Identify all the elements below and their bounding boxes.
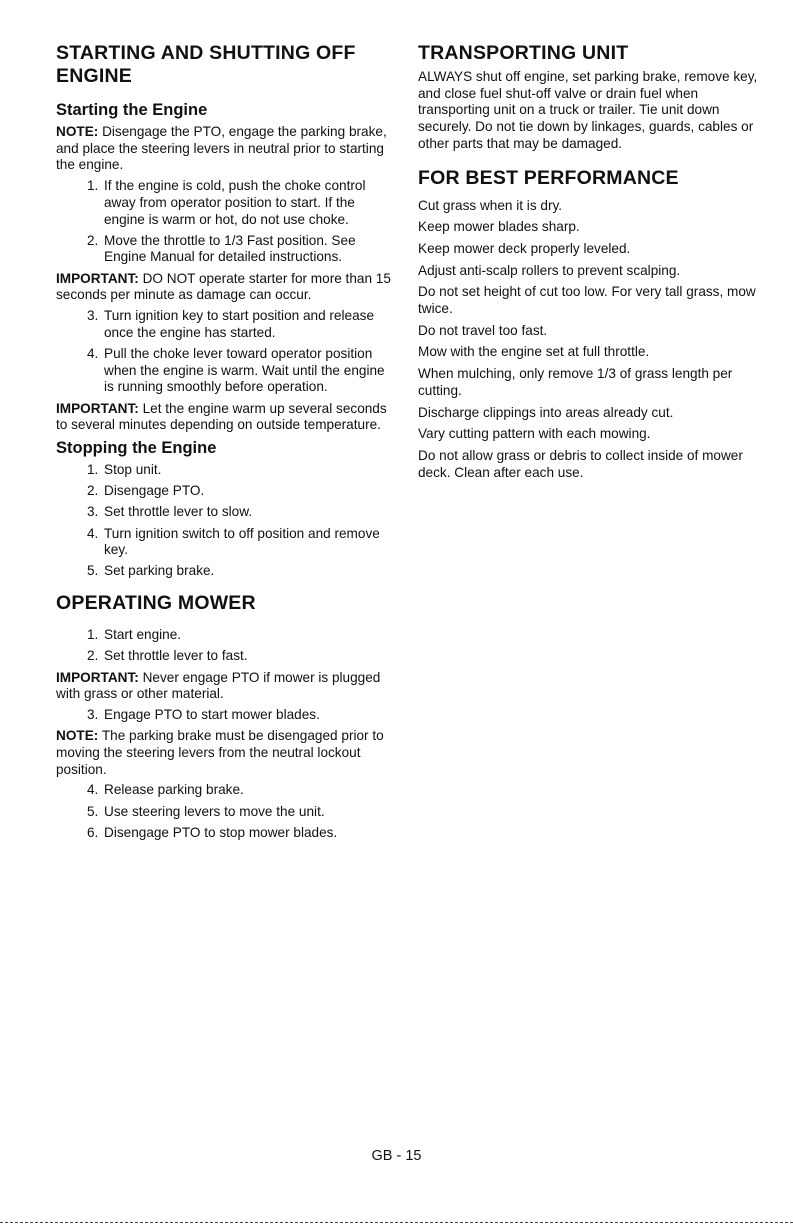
step-number: 5. xyxy=(87,803,99,819)
list-item xyxy=(56,346,396,396)
step-text: Stop unit. xyxy=(104,461,162,477)
tip-item: Do not travel too fast. xyxy=(418,322,548,338)
bottom-rule xyxy=(0,1222,793,1223)
tip-item: Vary cutting pattern with each mowing. xyxy=(418,426,651,442)
important-text: DO NOT operate starter for more than 15 seconds per minute as damage can occur. xyxy=(56,270,391,303)
tip-item: When mulching, only remove 1/3 of grass length per cutting. xyxy=(418,366,733,398)
tip-item: Keep mower deck properly leveled. xyxy=(418,240,631,256)
page-number: GB - 15 xyxy=(371,1148,422,1164)
note-text: The parking brake must be disengaged prior to moving the steering levers from the neutral lockout position. xyxy=(56,728,384,777)
step-text: Disengage PTO to stop mower blades. xyxy=(104,824,338,840)
op-steps-list-b xyxy=(56,707,396,724)
important-label: IMPORTANT: xyxy=(56,270,139,286)
step-text: Release parking brake. xyxy=(104,782,244,798)
tip-item: Do not allow grass or debris to collect inside of mower deck. Clean after each use. xyxy=(418,447,743,480)
list-item xyxy=(56,563,396,580)
step-number: 3. xyxy=(87,504,99,520)
tip-item: Keep mower blades sharp. xyxy=(418,219,580,235)
list-item xyxy=(56,627,396,644)
stopping-engine-heading: Stopping the Engine xyxy=(56,438,217,457)
note-label: NOTE: xyxy=(56,124,99,139)
step-number: 2. xyxy=(87,232,99,248)
list-item xyxy=(56,804,396,821)
tip-item: Do not set height of cut too low. For very tall grass, mow twice. xyxy=(418,284,756,317)
step-text: Use steering levers to move the unit. xyxy=(104,803,325,819)
best-performance-heading: FOR BEST PERFORMANCE xyxy=(418,166,679,189)
start-steps-list-a xyxy=(56,178,396,266)
note-paragraph-2 xyxy=(56,728,396,778)
list-item xyxy=(56,504,396,521)
important-label: IMPORTANT: xyxy=(56,400,139,416)
starting-engine-heading: Starting the Engine xyxy=(56,101,208,119)
step-text: Turn ignition key to start position and release once the engine has started. xyxy=(104,308,375,340)
starting-shutting-heading: STARTING AND SHUTTING OFF ENGINE xyxy=(56,42,356,87)
step-number: 2. xyxy=(87,483,99,499)
step-text: Pull the choke lever toward operator position when the engine is warm. Wait until the engine is running smoothly before operation. xyxy=(104,345,385,395)
important-paragraph-3 xyxy=(56,670,396,703)
left-column xyxy=(56,42,396,846)
list-item xyxy=(56,526,396,559)
op-steps-list-c xyxy=(56,782,396,841)
operating-mower-heading: OPERATING MOWER xyxy=(56,592,256,615)
list-item xyxy=(56,648,396,665)
step-number: 3. xyxy=(87,308,99,324)
note-paragraph xyxy=(56,124,396,174)
important-label: IMPORTANT: xyxy=(56,669,139,685)
step-number: 2. xyxy=(87,648,99,664)
step-number: 4. xyxy=(87,782,99,798)
step-number: 3. xyxy=(87,706,99,722)
important-text: Never engage PTO if mower is plugged with grass or other material. xyxy=(56,669,381,702)
step-text: Turn ignition switch to off position and remove key. xyxy=(104,525,380,558)
step-text: Disengage PTO. xyxy=(104,483,205,499)
list-item xyxy=(56,707,396,724)
tip-item: Adjust anti-scalp rollers to prevent scalping. xyxy=(418,262,681,278)
step-text: Set throttle lever to fast. xyxy=(104,648,248,664)
step-number: 4. xyxy=(87,525,99,541)
note-text: Disengage the PTO, engage the parking brake, and place the steering levers in neutral prior to starting the engine. xyxy=(56,124,387,173)
step-number: 1. xyxy=(87,461,99,477)
step-text: Move the throttle to 1/3 Fast position. See Engine Manual for detailed instructions. xyxy=(104,232,356,265)
right-column xyxy=(418,42,773,486)
list-item xyxy=(56,782,396,799)
transporting-unit-heading: TRANSPORTING UNIT xyxy=(418,42,629,64)
important-paragraph-2 xyxy=(56,401,396,434)
tip-item: Discharge clippings into areas already cut. xyxy=(418,404,674,420)
tip-item: Cut grass when it is dry. xyxy=(418,197,563,213)
list-item xyxy=(56,462,396,479)
step-text: Set throttle lever to slow. xyxy=(104,504,253,520)
step-number: 5. xyxy=(87,563,99,579)
step-number: 4. xyxy=(87,345,99,361)
important-text: Let the engine warm up several seconds to several minutes depending on outside temperature. xyxy=(56,400,387,433)
list-item xyxy=(56,308,396,341)
op-steps-list-a xyxy=(56,627,396,665)
step-text: Set parking brake. xyxy=(104,563,215,579)
tip-item: Mow with the engine set at full throttle. xyxy=(418,344,650,360)
note-label: NOTE: xyxy=(56,728,99,744)
transporting-paragraph: ALWAYS shut off engine, set parking brake, remove key, and close fuel shut-off valve or drain fuel when transporting unit on a truck or trailer. Tie unit down securely. Do not tie down by linkages, guards, cables or other parts that may be damaged. xyxy=(418,69,758,151)
step-text: If the engine is cold, push the choke control away from operator position to start. If the engine is warm or hot, do not use choke. xyxy=(104,178,366,227)
step-text: Start engine. xyxy=(104,627,182,643)
important-paragraph-1 xyxy=(56,271,396,304)
stop-steps-list xyxy=(56,462,396,580)
list-item xyxy=(56,825,396,842)
list-item xyxy=(56,233,396,266)
step-number: 1. xyxy=(87,627,99,643)
start-steps-list-b xyxy=(56,308,396,396)
step-number: 6. xyxy=(87,824,99,840)
list-item xyxy=(56,178,396,228)
step-text: Engage PTO to start mower blades. xyxy=(104,706,320,722)
list-item xyxy=(56,483,396,500)
step-number: 1. xyxy=(87,178,99,194)
